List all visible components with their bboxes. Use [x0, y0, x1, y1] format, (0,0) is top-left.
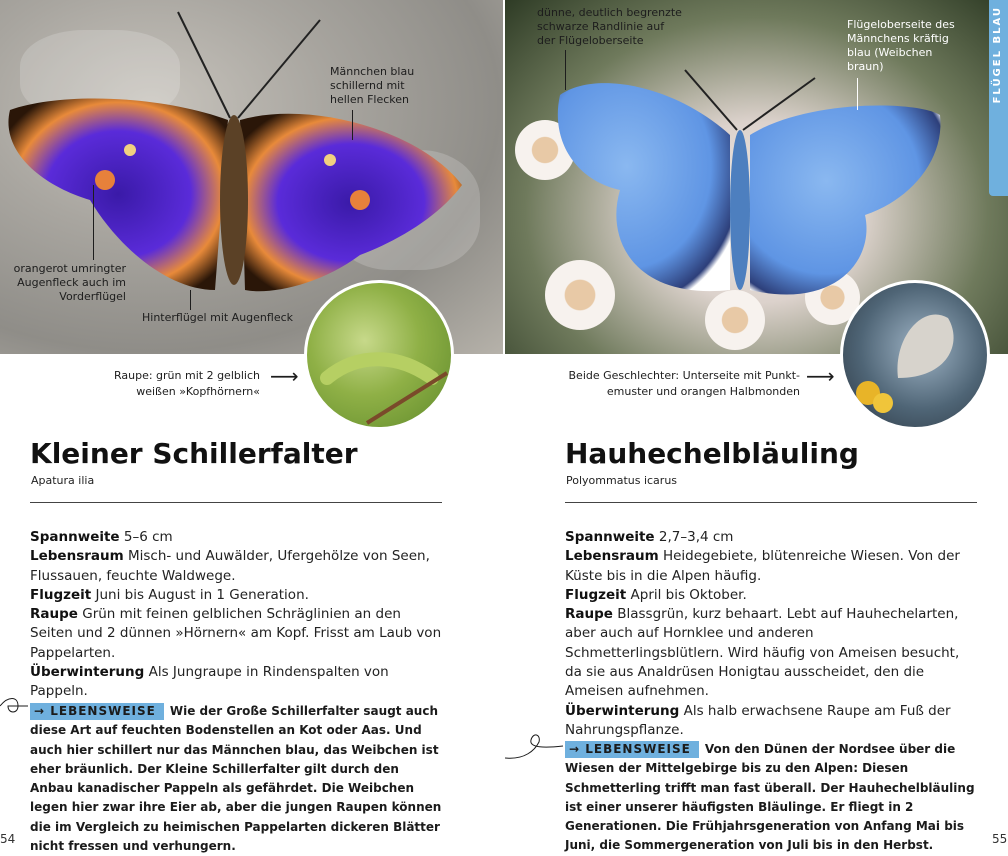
fact-text: Juni bis August in 1 Generation.	[95, 586, 309, 603]
fact-label: Raupe	[30, 606, 78, 623]
inset-photo-caterpillar	[304, 280, 454, 430]
lebensweise-tag: → LEBENSWEISE	[30, 703, 164, 720]
lebensweise-tag: → LEBENSWEISE	[565, 741, 699, 758]
divider-right	[565, 502, 977, 503]
caption-underside: Beide Geschlechter: Unterseite mit Punkt- emuster und orangen Halbmonden	[568, 369, 800, 398]
inset-photo-underside	[840, 280, 990, 430]
fact-label: Überwinterung	[30, 664, 145, 681]
fact-label: Flugzeit	[30, 586, 92, 603]
facts-right	[565, 528, 975, 740]
page-title-right: Hauhechelbläuling	[565, 437, 859, 470]
fact-label: Spannweite	[565, 529, 655, 545]
fact-row	[565, 547, 975, 586]
fact-label: Spannweite	[30, 529, 120, 545]
annotation-black-border: dünne, deutlich begrenzte schwarze Randlinie auf der Flügeloberseite	[537, 6, 682, 47]
caption-caterpillar: Raupe: grün mit 2 gelblich weißen »Kopfhörnern«	[113, 369, 260, 398]
fact-row	[565, 702, 975, 741]
fact-label: Raupe	[565, 606, 613, 623]
lebensweise-left	[30, 702, 445, 856]
lebensweise-label: LEBENSWEISE	[585, 742, 691, 756]
fact-text: 5–6 cm	[123, 529, 173, 545]
fact-row	[30, 528, 445, 547]
arrow-right-icon: ⟶	[806, 364, 835, 388]
fact-text: Blassgrün, kurz behaart. Lebt auf Hauhechelarten, aber auch auf Hornklee und anderen Schmetterlingsblütlern. Wird häufig von Ameisen besucht, da sie aus Analdrüsen Honigtau ausscheidet, den die Ameisen aufnehmen.	[565, 606, 960, 700]
fact-text: April bis Oktober.	[630, 586, 747, 603]
annotation-pointer	[93, 185, 94, 260]
divider-left	[30, 502, 442, 503]
facts-left	[30, 528, 445, 702]
lebensweise-label: LEBENSWEISE	[50, 704, 156, 718]
swirl-arrow-icon	[0, 694, 30, 718]
fact-label: Überwinterung	[565, 702, 680, 719]
lebensweise-text: Von den Dünen der Nordsee über die Wiesen der Mittelgebirge bis zu den Alpen: Diesen Schmetterling trifft man fast überall. Der Hauhechelbläuling ist einer unserer häufigsten Bläulinge. Er fliegt in 2 Generationen. Die Frühjahrsgeneration von Anfang Mai bis Juni, die Sommergeneration von Juli bis in den Herbst.	[565, 742, 975, 853]
page-title-left: Kleiner Schillerfalter	[30, 437, 358, 470]
arrow-right-icon: ⟶	[270, 364, 299, 388]
fact-text: 2,7–3,4 cm	[658, 529, 734, 545]
page-number-right: 55	[992, 832, 1008, 846]
annotation-pointer	[190, 290, 191, 310]
fact-row	[565, 605, 975, 701]
annotation-pointer	[565, 50, 566, 90]
underside-illustration	[843, 283, 990, 430]
annotation-upperwing: Flügeloberseite des Männchens kräftig blau (Weibchen braun)	[847, 18, 955, 73]
lebensweise-right	[565, 740, 980, 856]
section-side-tab[interactable]	[989, 0, 1008, 196]
caterpillar-illustration	[307, 283, 454, 430]
fact-row	[30, 547, 445, 586]
fact-text: Misch- und Auwälder, Ufergehölze von Seen, Flussauen, feuchte Waldwege.	[30, 548, 430, 584]
fact-label: Lebensraum	[565, 548, 659, 565]
side-tab-label: FLÜGEL BLAU	[992, 6, 1003, 104]
fact-text: Als halb erwachsene Raupe am Fuß der Nahrungspflanze.	[565, 702, 951, 738]
annotation-hindwing: Hinterflügel mit Augenfleck	[142, 311, 294, 324]
fact-text: Heidegebiete, blütenreiche Wiesen. Von der Küste bis in die Alpen häufig.	[565, 548, 960, 584]
fact-row	[30, 605, 445, 663]
fact-label: Lebensraum	[30, 548, 124, 565]
fact-row	[565, 528, 975, 547]
fact-text: Grün mit feinen gelblichen Schräglinien an den Seiten und 2 dünnen »Hörnern« am Kopf. Frisst am Laub von Pappelarten.	[30, 606, 442, 661]
lebensweise-text: Wie der Große Schillerfalter saugt auch diese Art auf feuchten Bodenstellen an Kot oder Aas. Und auch hier schillert nur das Männchen blau, das Weibchen ist eher bräunlich. Der Kleine Schillerfalter gilt durch den Anbau kanadischer Pappeln als gefährdet. Die Weibchen legen hier zwar ihre Eier ab, aber die jungen Raupen können die im Vergleich zu heimischen Pappelarten dickeren Blätter nicht fressen und verhungern.	[30, 704, 442, 854]
page-number-left: 54	[0, 832, 16, 846]
fact-row	[565, 586, 975, 605]
annotation-pointer	[857, 78, 858, 110]
annotation-male-blue: Männchen blau schillernd mit hellen Flecken	[330, 65, 415, 106]
annotation-pointer	[352, 110, 353, 140]
swirl-arrow-icon	[505, 730, 565, 764]
annotation-eyespot: orangerot umringter Augenfleck auch im Vorderflügel	[13, 262, 126, 303]
fact-row	[30, 586, 445, 605]
latin-name-left: Apatura ilia	[31, 474, 95, 487]
latin-name-right: Polyommatus icarus	[566, 474, 678, 487]
fact-text: Als Jungraupe in Rindenspalten von Pappeln.	[30, 664, 389, 700]
fact-row	[30, 663, 445, 702]
fact-label: Flugzeit	[565, 586, 627, 603]
